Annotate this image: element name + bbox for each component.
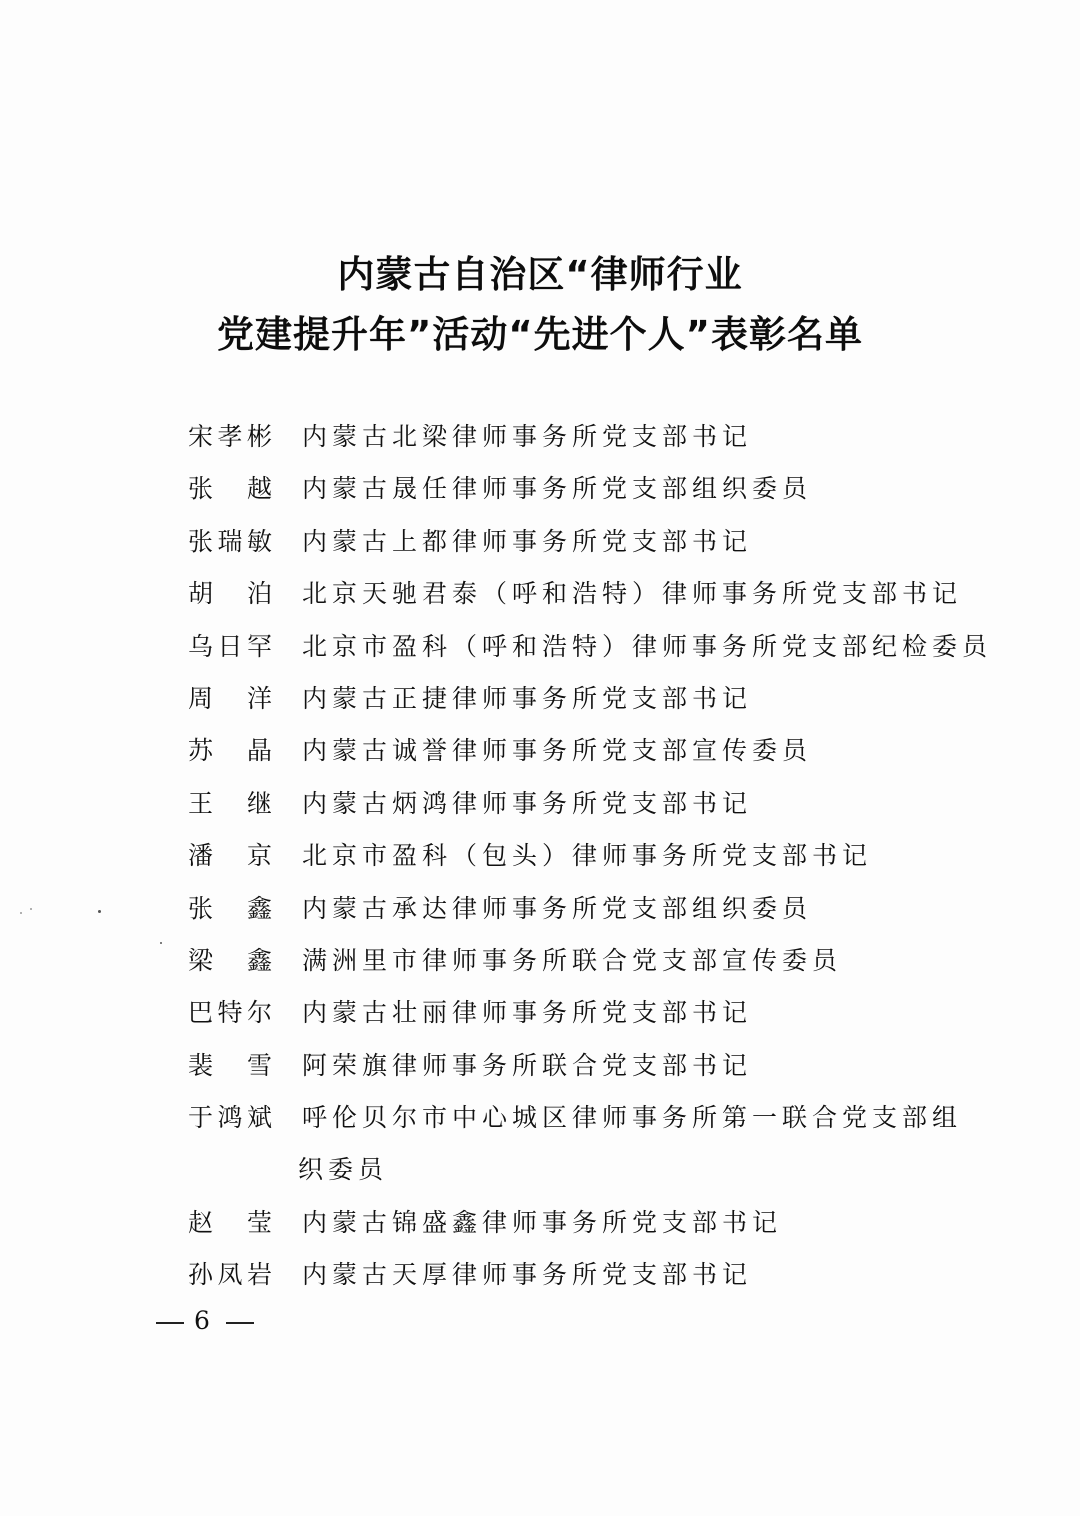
name-char: 梁	[188, 946, 214, 975]
honoree-position: 北京市盈科（包头）律师事务所党支部书记	[302, 841, 873, 870]
honoree-position: 内蒙古炳鸿律师事务所党支部书记	[302, 789, 753, 818]
honoree-position: 内蒙古诚誉律师事务所党支部宣传委员	[302, 736, 813, 765]
footer-dash-right	[226, 1322, 254, 1324]
honoree-position-continued: 织委员	[298, 1155, 389, 1184]
name-char: 赵	[188, 1208, 214, 1237]
name-char: 鑫	[246, 894, 272, 923]
scan-speck	[160, 942, 162, 944]
honoree-name	[188, 736, 272, 766]
honoree-name	[188, 579, 272, 609]
honoree-name	[188, 632, 272, 662]
name-char: 晶	[246, 736, 272, 765]
document-title-line-1: 内蒙古自治区“律师行业	[337, 253, 743, 296]
honoree-name	[188, 841, 272, 871]
name-char: 凤	[217, 1260, 243, 1289]
name-char: 洋	[246, 684, 272, 713]
name-char: 胡	[188, 579, 214, 608]
honoree-name	[188, 946, 272, 976]
name-char: 雪	[246, 1051, 272, 1080]
name-char: 瑞	[217, 527, 243, 556]
name-char: 特	[217, 998, 243, 1027]
name-char: 罕	[246, 632, 272, 661]
scan-speck	[20, 912, 22, 914]
name-char: 苏	[188, 736, 214, 765]
name-char: 张	[188, 894, 214, 923]
honoree-position: 内蒙古锦盛鑫律师事务所党支部书记	[302, 1208, 783, 1237]
honoree-position: 内蒙古天厚律师事务所党支部书记	[302, 1260, 753, 1289]
name-char: 周	[188, 684, 214, 713]
honoree-position: 呼伦贝尔市中心城区律师事务所第一联合党支部组	[302, 1103, 963, 1132]
name-char: 张	[188, 527, 214, 556]
name-char: 日	[217, 632, 243, 661]
honoree-name	[188, 1051, 272, 1081]
page-footer	[146, 1306, 264, 1335]
honoree-name	[188, 1103, 272, 1133]
honoree-name	[188, 998, 272, 1028]
honoree-position: 内蒙古壮丽律师事务所党支部书记	[302, 998, 753, 1027]
honoree-position: 阿荣旗律师事务所联合党支部书记	[302, 1051, 753, 1080]
honoree-position: 内蒙古上都律师事务所党支部书记	[302, 527, 753, 556]
name-char: 孙	[188, 1260, 214, 1289]
name-char: 鑫	[246, 946, 272, 975]
name-char: 尔	[246, 998, 272, 1027]
honoree-position: 内蒙古北梁律师事务所党支部书记	[302, 422, 753, 451]
honoree-name	[188, 894, 272, 924]
name-char: 鸿	[217, 1103, 243, 1132]
honoree-name	[188, 527, 272, 557]
name-char: 宋	[188, 422, 214, 451]
honoree-position: 内蒙古正捷律师事务所党支部书记	[302, 684, 753, 713]
name-char: 于	[188, 1103, 214, 1132]
name-char: 越	[246, 474, 272, 503]
name-char: 乌	[188, 632, 214, 661]
name-char: 泊	[246, 579, 272, 608]
name-char: 继	[246, 789, 272, 818]
honoree-name	[188, 684, 272, 714]
scan-speck	[98, 910, 101, 913]
honoree-position: 内蒙古承达律师事务所党支部组织委员	[302, 894, 813, 923]
honoree-name	[188, 422, 272, 452]
name-char: 巴	[188, 998, 214, 1027]
name-char: 张	[188, 474, 214, 503]
name-char: 彬	[246, 422, 272, 451]
name-char: 莹	[246, 1208, 272, 1237]
page-number: 6	[194, 1306, 216, 1335]
name-char: 潘	[188, 841, 214, 870]
honoree-position: 北京天驰君泰（呼和浩特）律师事务所党支部书记	[302, 579, 963, 608]
honoree-position: 北京市盈科（呼和浩特）律师事务所党支部纪检委员	[302, 632, 993, 661]
name-char: 京	[246, 841, 272, 870]
honoree-position: 内蒙古晟任律师事务所党支部组织委员	[302, 474, 813, 503]
name-char: 王	[188, 789, 214, 818]
honoree-name	[188, 1260, 272, 1290]
name-char: 裴	[188, 1051, 214, 1080]
name-char: 孝	[217, 422, 243, 451]
scan-speck	[30, 908, 32, 910]
honoree-name	[188, 474, 272, 504]
name-char: 斌	[246, 1103, 272, 1132]
honoree-position: 满洲里市律师事务所联合党支部宣传委员	[302, 946, 843, 975]
honoree-name	[188, 789, 272, 819]
name-char: 敏	[246, 527, 272, 556]
document-title-line-2: 党建提升年”活动“先进个人”表彰名单	[217, 313, 863, 356]
footer-dash-left	[156, 1322, 184, 1324]
honoree-name	[188, 1208, 272, 1238]
name-char: 岩	[246, 1260, 272, 1289]
